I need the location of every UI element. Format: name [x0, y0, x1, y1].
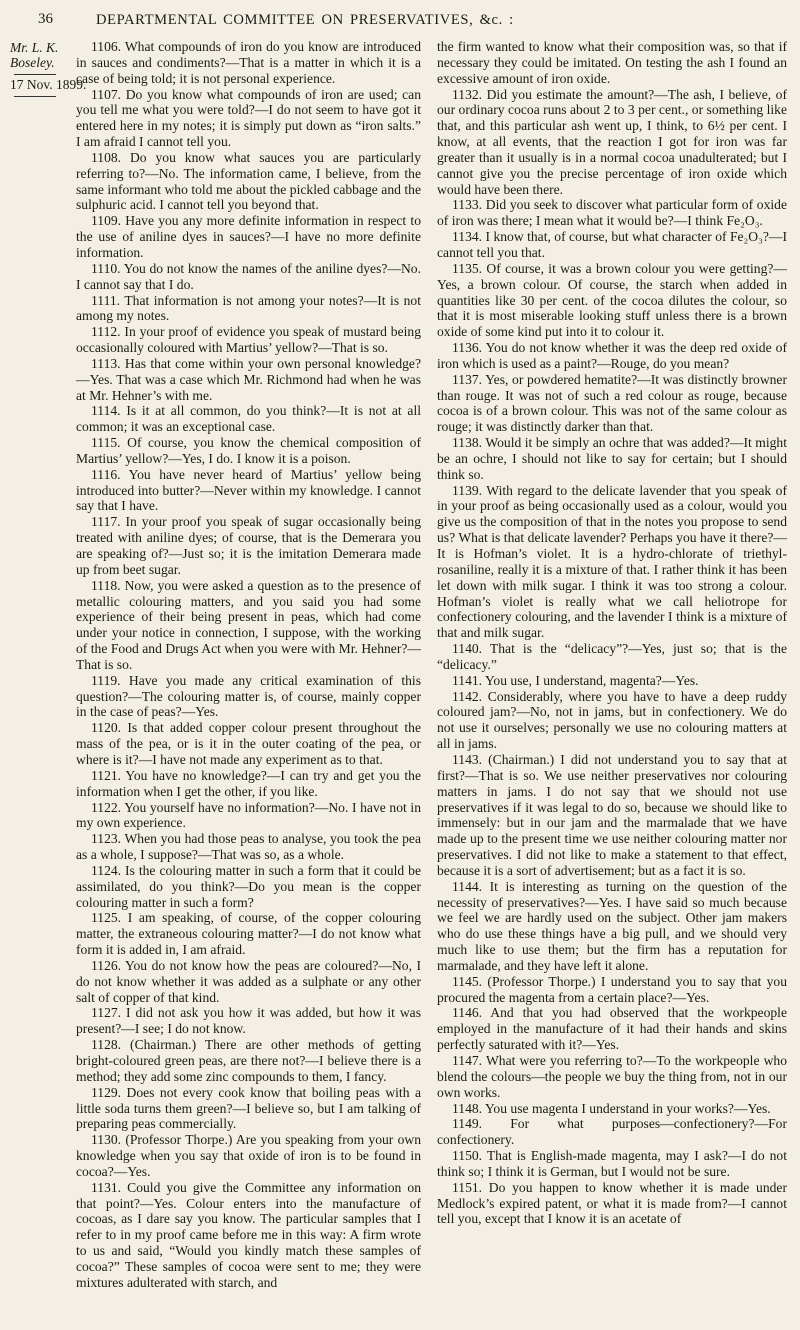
testimony-paragraph: 1112. In your proof of evidence you speak of mustard being occasionally coloured with Martius’ yellow?—That is so.: [76, 324, 421, 356]
testimony-paragraph: 1148. You use magenta I understand in your works?—Yes.: [452, 1100, 771, 1116]
testimony-paragraph: 1129. Does not every cook know that boiling peas with a little soda turns them green?—I believe so, but I am talking of preparing peas commercially.: [76, 1084, 421, 1132]
testimony-paragraph: 1111. That information is not among your notes?—It is not among my notes.: [76, 292, 421, 324]
testimony-paragraph: 1131. Could you give the Committee any information on that point?—Yes. Colour enters into the manufacture of cocoas, as I dare say you know. The particular samples that I refer to in my proof came before me in this way: A firm wrote to us and said, “Would you kindly match these samples of cocoa?” These samples of cocoa were sent to me; they were mixtures adulterated with starch, and: [76, 1179, 421, 1290]
testimony-paragraph: 1132. Did you estimate the amount?—The ash, I believe, of our ordinary cocoa runs about 2 to 3 per cent., or something like that, and this particular ash went up, I think, to 6½ per cent. I know, at all events, that the reaction I got for iron was far greater than it usually is in a normal cocoa unadulterated; but I cannot give you the precise percentage of iron oxide which would have been there.: [437, 86, 787, 197]
testimony-paragraph: 1133. Did you seek to discover what particular form of oxide of iron was there; I mean what it would be?—I think Fe₂O₃.: [437, 197, 787, 229]
margin-note: [10, 40, 87, 97]
testimony-paragraph: 1144. It is interesting as turning on the question of the necessity of preservatives?—Yes. I have said so much because we feel we are hardly used on the subject. Other jam makers who do use these things have a big pull, and we should very much like to use them; but the firm has a reputation for marmalade, and they have left it alone.: [437, 878, 787, 973]
testimony-paragraph: 1120. Is that added copper colour present throughout the mass of the pea, or is it in the outer coating of the pea, or where is it?—I have not made any experiment as to that.: [76, 720, 421, 767]
right-column: [437, 39, 787, 1227]
testimony-paragraph: 1139. With regard to the delicate lavender that you speak of in your proof as being occasionally used as a colour, would you give us the composition of that in the notes you propose to send us? What is that delicate lavender? Perhaps you have it there?—It is Hofman’s violet. It is a hydro-chlorate of triethyl-rosaniline, really it is a mixture of that. I rather think it has been let down with milk sugar. I think it was too strong a colour. Hofman’s violet is really what we call heliotrope for confectionery colouring, and the lavender I think is a mixture of that and milk sugar.: [437, 482, 787, 641]
testimony-paragraph: 1125. I am speaking, of course, of the copper colouring matter, the extraneous colouring matter?—I do not know what form it is added in, I am afraid.: [76, 910, 421, 958]
testimony-paragraph: 1110. You do not know the names of the aniline dyes?—No. I cannot say that I do.: [76, 260, 421, 292]
testimony-paragraph: 1135. Of course, it was a brown colour you were getting?—Yes, a brown colour. Of course, the starch when added in quantities like 30 per cent. of the cocoa dilutes the colour, so that it is most miserable looking stuff unless there is a brown oxide of some kind put into it to colour it.: [437, 260, 787, 340]
testimony-paragraph: 1121. You have no knowledge?—I can try and get you the information when I get the other, if you like.: [76, 767, 421, 799]
testimony-paragraph: 1127. I did not ask you how it was added, but how it was present?—I see; I do not know.: [76, 1005, 421, 1037]
testimony-paragraph: 1109. Have you any more definite information in respect to the use of aniline dyes in sauces?—I have no more definite information.: [76, 213, 421, 260]
testimony-paragraph: 1147. What were you referring to?—To the workpeople who blend the colours—the people we buy the thing from, not in our own works.: [437, 1053, 787, 1100]
testimony-paragraph: 1106. What compounds of iron do you know are introduced in sauces and condiments?—That is a matter in which it is a case of being told; it is not personal experience.: [76, 39, 421, 86]
testimony-paragraph: 1123. When you had those peas to analyse, you took the pea as a whole, I suppose?—That was so, as a whole.: [76, 831, 421, 863]
testimony-paragraph: 1149. For what purposes—confectionery?—For confectionery.: [437, 1116, 787, 1148]
left-column: [76, 39, 421, 1291]
testimony-paragraph: 1137. Yes, or powdered hematite?—It was distinctly browner than rouge. It was not of such a red colour as rouge, because cocoa is of a brown colour. This was not of the same colour as rouge; it was distinctly darker than that.: [437, 371, 787, 435]
testimony-paragraph: 1119. Have you made any critical examination of this question?—The colouring matter is, of course, mainly copper in the case of peas?—Yes.: [76, 672, 421, 720]
testimony-paragraph: 1124. Is the colouring matter in such a form that it could be assimilated, do you think?—Do you mean is the copper colouring matter in such a form?: [76, 862, 421, 910]
testimony-paragraph: 1113. Has that come within your own personal knowledge?—Yes. That was a case which Mr. Richmond had when he was at Mr. Hehner’s with me.: [76, 355, 421, 403]
testimony-paragraph: 1138. Would it be simply an ochre that was added?—It might be an ochre, I should not like to say for certain; but I should think so.: [437, 435, 787, 482]
testimony-paragraph: the firm wanted to know what their composition was, so that if necessary they could be imitated. On testing the ash I found an excessive amount of iron oxide.: [437, 39, 787, 86]
testimony-paragraph: 1126. You do not know how the peas are coloured?—No, I do not know whether it was added as a sulphate or any other salt of copper of that kind.: [76, 957, 421, 1005]
testimony-paragraph: 1140. That is the “delicacy”?—Yes, just so; that is the “delicacy.”: [437, 641, 787, 672]
testimony-paragraph: 1122. You yourself have no information?—No. I have not in my own experience.: [76, 799, 421, 831]
testimony-paragraph: 1108. Do you know what sauces you are particularly referring to?—No. The information came, I believe, from the same informant who told me about the pickled cabbage and the sulphuric acid. I cannot tell you beyond that.: [76, 149, 421, 213]
testimony-paragraph: 1136. You do not know whether it was the deep red oxide of iron which is used as a paint?—Rouge, do you mean?: [437, 340, 787, 371]
testimony-paragraph: 1150. That is English-made magenta, may I ask?—I do not think so; I think it is German, but I would not be sure.: [437, 1148, 787, 1179]
testimony-paragraph: 1142. Considerably, where you have to have a deep ruddy coloured jam?—No, not in jams, but in confectionery. We do not use it ourselves; personally we use no colouring matters at all in jams.: [437, 688, 787, 752]
page-number: 36: [38, 11, 53, 27]
running-title: DEPARTMENTAL COMMITTEE ON PRESERVATIVES, &c. :: [96, 12, 514, 28]
witness-name: Mr. L. K. Boseley.: [10, 40, 59, 70]
testimony-paragraph: 1107. Do you know what compounds of iron are used; can you tell me what you were told?—I do not seem to have got it entered here in my notes; it is simply put down as “iron salts.” I am afraid I cannot tell you.: [76, 86, 421, 150]
testimony-paragraph: 1134. I know that, of course, but what character of Fe₂O₃?—I cannot tell you that.: [437, 229, 787, 260]
margin-rule: [14, 74, 56, 75]
testimony-paragraph: 1115. Of course, you know the chemical composition of Martius’ yellow?—Yes, I do. I know it is a poison.: [76, 435, 421, 466]
testimony-paragraph: 1118. Now, you were asked a question as to the presence of metallic colouring matters, and you said you had some experience of their being present in peas, which had come under your notice in connection, I suppose, with the working of the Food and Drugs Act when you were with Mr. Hehner?—That is so.: [76, 577, 421, 672]
testimony-paragraph: 1151. Do you happen to know whether it is made under Medlock’s expired patent, or what it is made from?—I cannot tell you, except that I know it is an acetate of: [437, 1179, 787, 1227]
testimony-paragraph: 1145. (Professor Thorpe.) I understand you to say that you procured the magenta from a certain place?—Yes.: [437, 973, 787, 1005]
testimony-paragraph: 1128. (Chairman.) There are other methods of getting bright-coloured green peas, are there not?—I believe there is a method; they add some zinc compounds to them, I fancy.: [76, 1037, 421, 1084]
testimony-paragraph: 1130. (Professor Thorpe.) Are you speaking from your own knowledge when you say that oxide of iron is to be found in cocoa?—Yes.: [76, 1132, 421, 1179]
testimony-paragraph: 1143. (Chairman.) I did not understand you to say that at first?—That is so. We use neither preservatives nor colouring matters in jams. I do not say that we should not use preservatives if it was legal to do so, because we should like to immensely: but in our jam and the marmalade that we have made up to the present time we use neither colouring matter nor preservatives. I did not like to make a statement to that effect, because it is a sort of advertisement; but as a fact it is so.: [437, 751, 787, 878]
testimony-paragraph: 1117. In your proof you speak of sugar occasionally being treated with aniline dyes; of course, that is the Demerara you are speaking of?—Just so; it is the imitation Demerara made up from beet sugar.: [76, 514, 421, 577]
hearing-date: 17 Nov. 1899.: [10, 77, 87, 92]
testimony-paragraph: 1114. Is it at all common, do you think?—It is not at all common; it was an exceptional case.: [76, 403, 421, 435]
page-header: [0, 8, 800, 32]
margin-rule: [14, 96, 56, 97]
testimony-paragraph: 1146. And that you had observed that the workpeople employed in the manufacture of it had their hands and skins perfectly saturated with it?—Yes.: [437, 1005, 787, 1053]
testimony-paragraph: 1141. You use, I understand, magenta?—Yes.: [452, 672, 699, 688]
testimony-paragraph: 1116. You have never heard of Martius’ yellow being introduced into butter?—Never within my knowledge. I cannot say that I have.: [76, 466, 421, 514]
